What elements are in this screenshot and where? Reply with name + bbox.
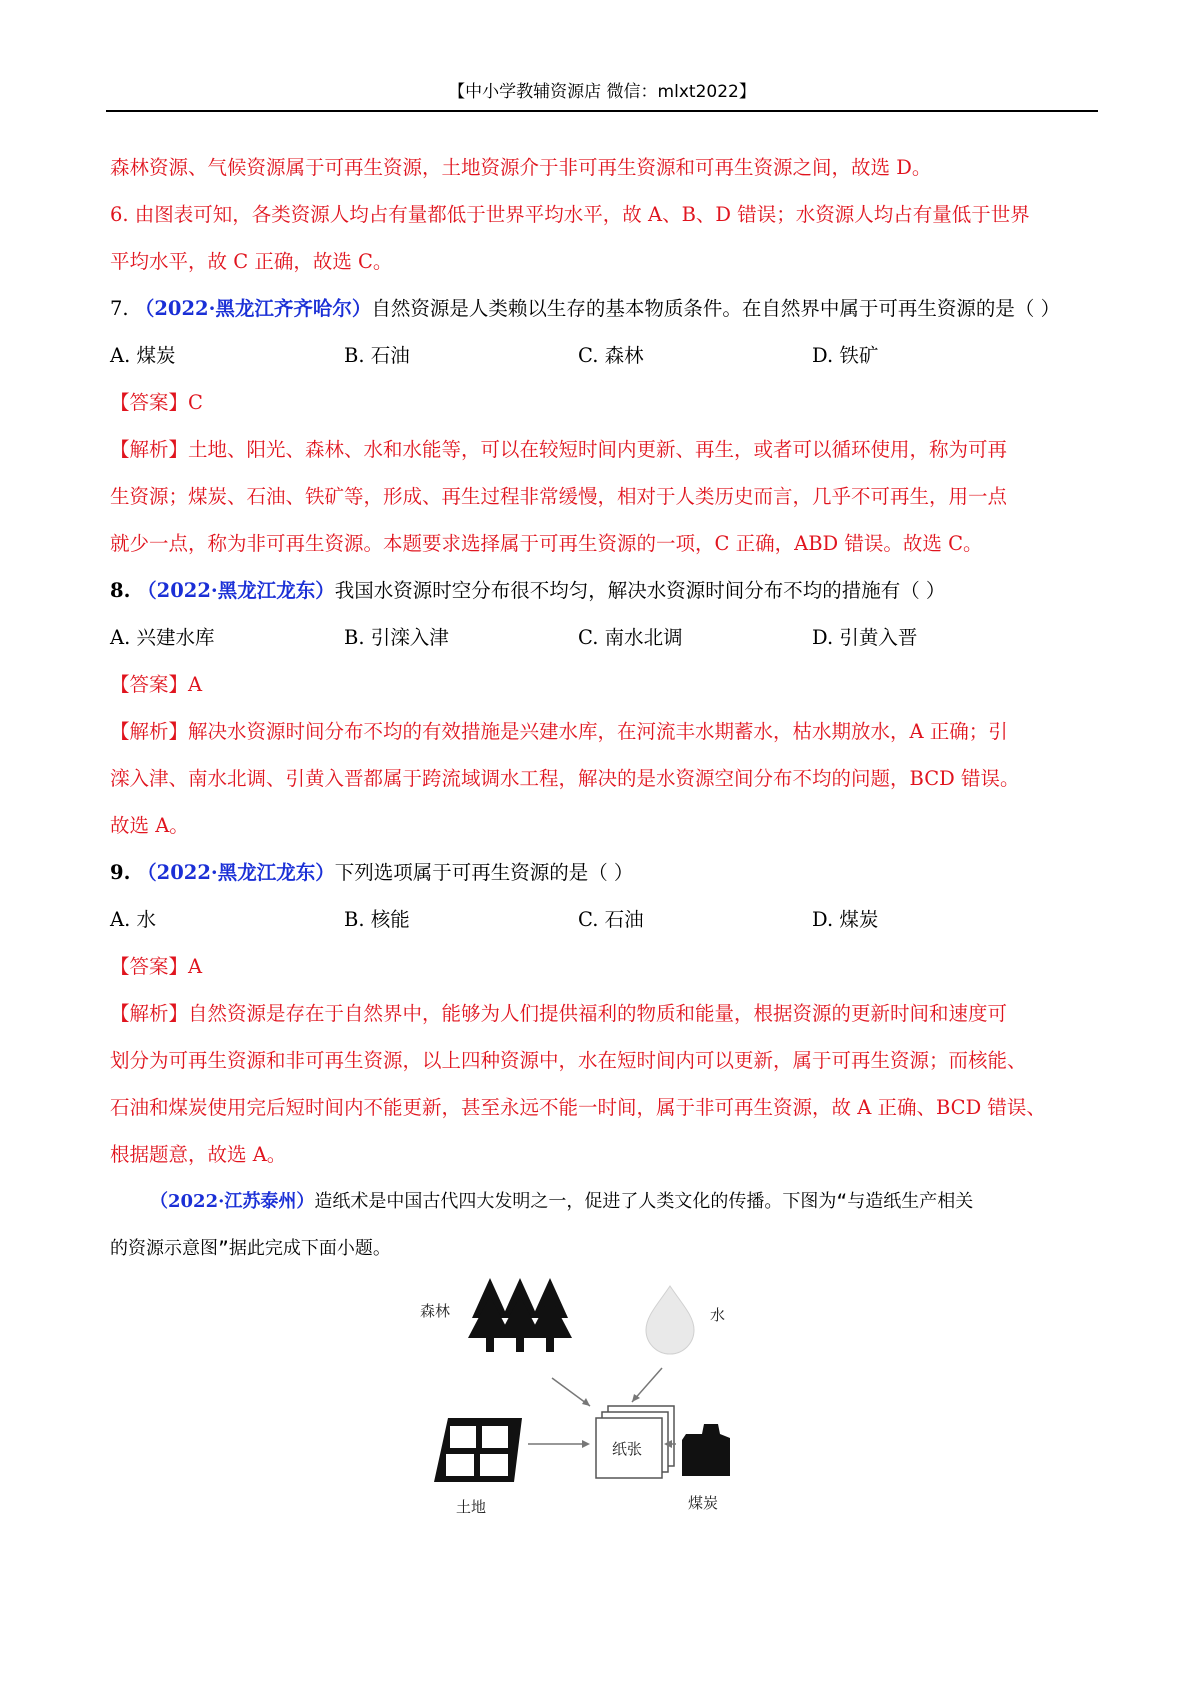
- arrow-head: [582, 1398, 590, 1406]
- water-label: 水: [710, 1306, 726, 1324]
- answer-6-line-2: 平均水平，故 C 正确，故选 C。: [110, 250, 393, 273]
- question-8-options: [110, 614, 1098, 661]
- paper-label: 纸张: [612, 1440, 643, 1458]
- question-9-answer: [110, 943, 1098, 990]
- arrow-head: [582, 1440, 590, 1448]
- option-b: B. 石油: [344, 344, 410, 367]
- analysis-label: 【解析】: [110, 1002, 189, 1025]
- option-b: B. 核能: [344, 908, 410, 931]
- option-d: D. 煤炭: [812, 908, 879, 931]
- intro-text-1: 造纸术是中国古代四大发明之一，促进了人类文化的传播。下图为“与造纸生产相关: [314, 1191, 974, 1212]
- option-a: A. 水: [110, 908, 156, 931]
- question-text: 自然资源是人类赖以生存的基本物质条件。在自然界中属于可再生资源的是（ ）: [371, 297, 1061, 320]
- option-a: A. 煤炭: [110, 344, 176, 367]
- section-intro: [110, 1178, 1098, 1225]
- analysis-text-3: 故选 A。: [110, 814, 189, 837]
- question-source: （2022·黑龙江龙东）: [137, 861, 335, 884]
- answer-label: 【答案】: [110, 673, 189, 696]
- question-7-answer: [110, 379, 1098, 426]
- question-text: 我国水资源时空分布很不均匀，解决水资源时间分布不均的措施有（ ）: [334, 579, 946, 602]
- question-7-options: [110, 332, 1098, 379]
- analysis-text-2: 划分为可再生资源和非可再生资源，以上四种资源中，水在短时间内可以更新，属于可再生资源；而核能、: [110, 1049, 1027, 1072]
- analysis-label: 【解析】: [110, 438, 189, 461]
- coal-label: 煤炭: [688, 1494, 719, 1512]
- question-7-stem: [110, 285, 1098, 332]
- land-label: 土地: [456, 1498, 487, 1516]
- question-8-analysis: [110, 708, 1098, 849]
- answer-text-line: 森林资源、气候资源属于可再生资源，土地资源介于非可再生资源和可再生资源之间，故选 D。: [110, 156, 932, 179]
- option-c: C. 森林: [578, 344, 644, 367]
- question-9-stem: [110, 849, 1098, 896]
- analysis-label: 【解析】: [110, 720, 189, 743]
- answer-value: A: [188, 955, 203, 978]
- question-8-stem: [110, 567, 1098, 614]
- question-9-options: [110, 896, 1098, 943]
- option-c: C. 南水北调: [578, 626, 683, 649]
- header-text: 【中小学教辅资源店 微信：mlxt2022】: [448, 82, 756, 102]
- analysis-text-3: 就少一点，称为非可再生资源。本题要求选择属于可再生资源的一项，C 正确，ABD 错误。故选 C。: [110, 532, 983, 555]
- coal-icon: [682, 1424, 730, 1476]
- answer-6-line-1: 6. 由图表可知，各类资源人均占有量都低于世界平均水平，故 A、B、D 错误；水资源人均占有量低于世界: [110, 203, 1030, 226]
- forest-label: 森林: [420, 1302, 451, 1320]
- question-text: 下列选项属于可再生资源的是（ ）: [334, 861, 634, 884]
- question-number: 7.: [110, 297, 135, 320]
- intro-source: （2022·江苏泰州）: [150, 1191, 315, 1212]
- option-a: A. 兴建水库: [110, 626, 215, 649]
- option-d: D. 铁矿: [812, 344, 879, 367]
- document-body: [110, 144, 1098, 1272]
- option-c: C. 石油: [578, 908, 644, 931]
- question-9-analysis: [110, 990, 1098, 1178]
- analysis-text-1: 土地、阳光、森林、水和水能等，可以在较短时间内更新、再生，或者可以循环使用，称为可再: [188, 438, 1008, 461]
- question-source: （2022·黑龙江龙东）: [137, 579, 335, 602]
- option-b: B. 引滦入津: [344, 626, 449, 649]
- question-source: （2022·黑龙江齐齐哈尔）: [134, 297, 372, 320]
- answer-value: C: [188, 391, 203, 414]
- question-number: 8.: [110, 579, 138, 602]
- question-number: 9.: [110, 861, 138, 884]
- water-drop-icon: [646, 1286, 694, 1354]
- intro-text-2: 的资源示意图”据此完成下面小题。: [110, 1238, 391, 1259]
- analysis-text-2: 滦入津、南水北调、引黄入晋都属于跨流域调水工程，解决的是水资源空间分布不均的问题，BCD 错误。: [110, 767, 1020, 790]
- question-8-answer: [110, 661, 1098, 708]
- analysis-text-1: 自然资源是存在于自然界中，能够为人们提供福利的物质和能量，根据资源的更新时间和速度可: [188, 1002, 1008, 1025]
- papermaking-resources-diagram: [420, 1268, 800, 1528]
- answer-value: A: [188, 673, 203, 696]
- forest-icon: [468, 1278, 572, 1352]
- land-field-icon: [434, 1418, 522, 1482]
- answer-label: 【答案】: [110, 955, 189, 978]
- option-d: D. 引黄入晋: [812, 626, 918, 649]
- question-7-analysis: [110, 426, 1098, 567]
- page-header: [106, 80, 1098, 112]
- analysis-text-4: 根据题意，故选 A。: [110, 1143, 287, 1166]
- analysis-text-3: 石油和煤炭使用完后短时间内不能更新，甚至永远不能一时间，属于非可再生资源，故 A 正确、BCD 错误、: [110, 1096, 1046, 1119]
- analysis-text-1: 解决水资源时间分布不均的有效措施是兴建水库，在河流丰水期蓄水，枯水期放水，A 正确；引: [188, 720, 1008, 743]
- answer-label: 【答案】: [110, 391, 189, 414]
- analysis-text-2: 生资源；煤炭、石油、铁矿等，形成、再生过程非常缓慢，相对于人类历史而言，几乎不可再生，用一点: [110, 485, 1008, 508]
